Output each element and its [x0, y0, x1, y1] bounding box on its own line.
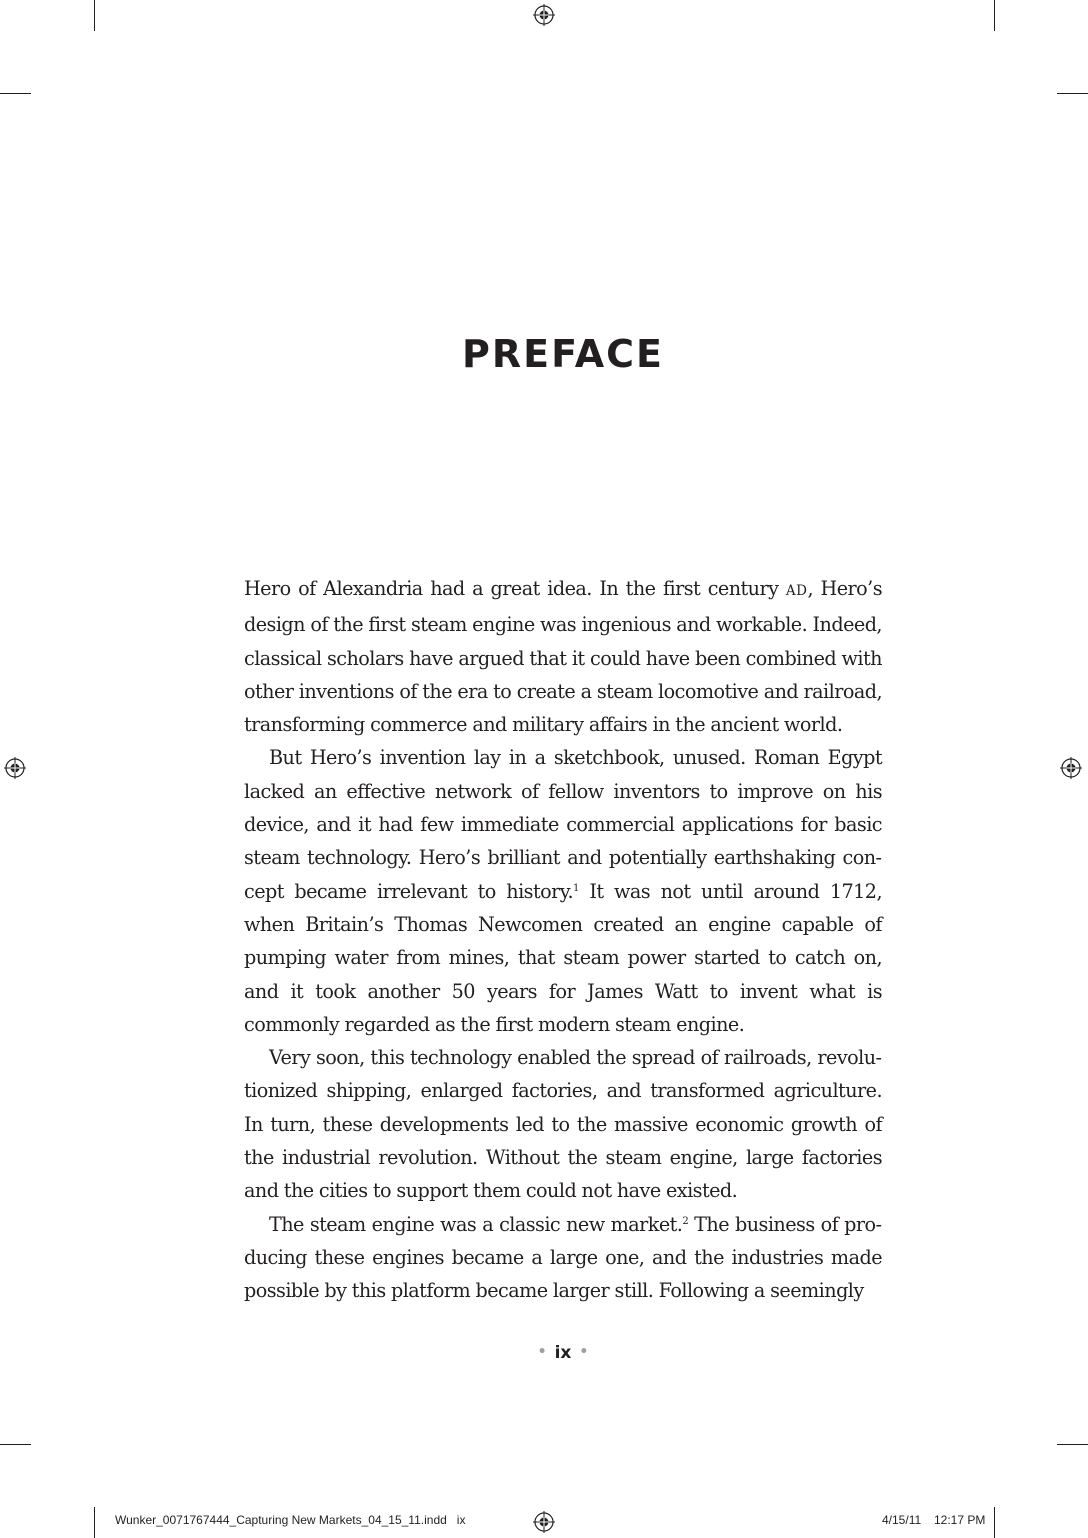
crop-mark-top-left-horizontal — [0, 93, 31, 94]
paragraph-2-part-b: It was not until around 1712, when Britain’s Thomas Newcomen created an engine capable of pumping water from mines, that steam power started to catch on, and it took another 50 years for James Watt to invent what is commonly regarded as the first modern steam engine. — [244, 879, 882, 1036]
page-folio — [500, 1343, 626, 1363]
paragraph-1-part-a: Hero of Alexandria had a great idea. In the first century — [244, 577, 786, 600]
registration-mark-top-icon — [533, 4, 555, 26]
body-text — [244, 572, 882, 1308]
crop-mark-top-right-vertical — [994, 0, 995, 31]
era-abbreviation: AD — [785, 583, 808, 599]
slug-date: 4/15/11 — [882, 1513, 922, 1527]
slug-time: 12:17 PM — [934, 1513, 986, 1527]
chapter-heading: PREFACE — [462, 332, 664, 376]
crop-mark-bottom-left-horizontal — [0, 1444, 31, 1445]
folio-bullet-left: • — [537, 1344, 547, 1360]
footnote-reference-2: 2 — [682, 1215, 689, 1227]
crop-mark-bottom-left-vertical — [94, 1507, 95, 1538]
folio-bullet-right: • — [579, 1344, 589, 1360]
paragraph-4-part-b: The business of producing these engines became a large one, and the industries made possible by this platform became larger still. Following a seemingly — [244, 1212, 882, 1303]
paragraph-4-part-a: The steam engine was a classic new market. — [269, 1212, 683, 1236]
registration-mark-bottom-icon — [533, 1511, 555, 1533]
paragraph-2-part-a: But Hero’s invention lay in a sketchbook, unused. Roman Egypt lacked an effective network of fellow inventors to improve on his device, and it had few immediate commercial applications for basic steam technology. Hero’s brilliant and potentially earthshaking concept became irrelevant to history. — [244, 746, 882, 903]
paragraph-2 — [244, 741, 882, 1041]
registration-mark-left-icon — [4, 757, 26, 779]
paragraph-1-part-b: , Hero’s design of the first steam engine was ingenious and workable. Indeed, classical scholars have argued that it could have been combined with other inventions of the era to create a steam locomotive and railroad, transforming commerce and military affairs in the ancient world. — [244, 577, 882, 737]
footnote-reference-1: 1 — [573, 882, 579, 894]
crop-mark-top-right-horizontal — [1057, 93, 1088, 94]
crop-mark-bottom-right-horizontal — [1057, 1444, 1088, 1445]
crop-mark-bottom-right-vertical — [994, 1507, 995, 1538]
registration-mark-right-icon — [1060, 757, 1082, 779]
crop-mark-top-left-vertical — [94, 0, 95, 31]
page-number: ix — [554, 1343, 572, 1363]
paragraph-4 — [244, 1208, 882, 1308]
paragraph-1 — [244, 572, 882, 741]
slug-filename: Wunker_0071767444_Capturing New Markets_04_15_11.indd ix — [115, 1513, 466, 1527]
paragraph-3: Very soon, this technology enabled the spread of railroads, revolutionized shipping, enlarged factories, and transformed agriculture. In turn, these developments led to the massive economic growth of the industrial revolution. Without the steam engine, large factories and the cities to support them could not have existed. — [244, 1046, 882, 1203]
